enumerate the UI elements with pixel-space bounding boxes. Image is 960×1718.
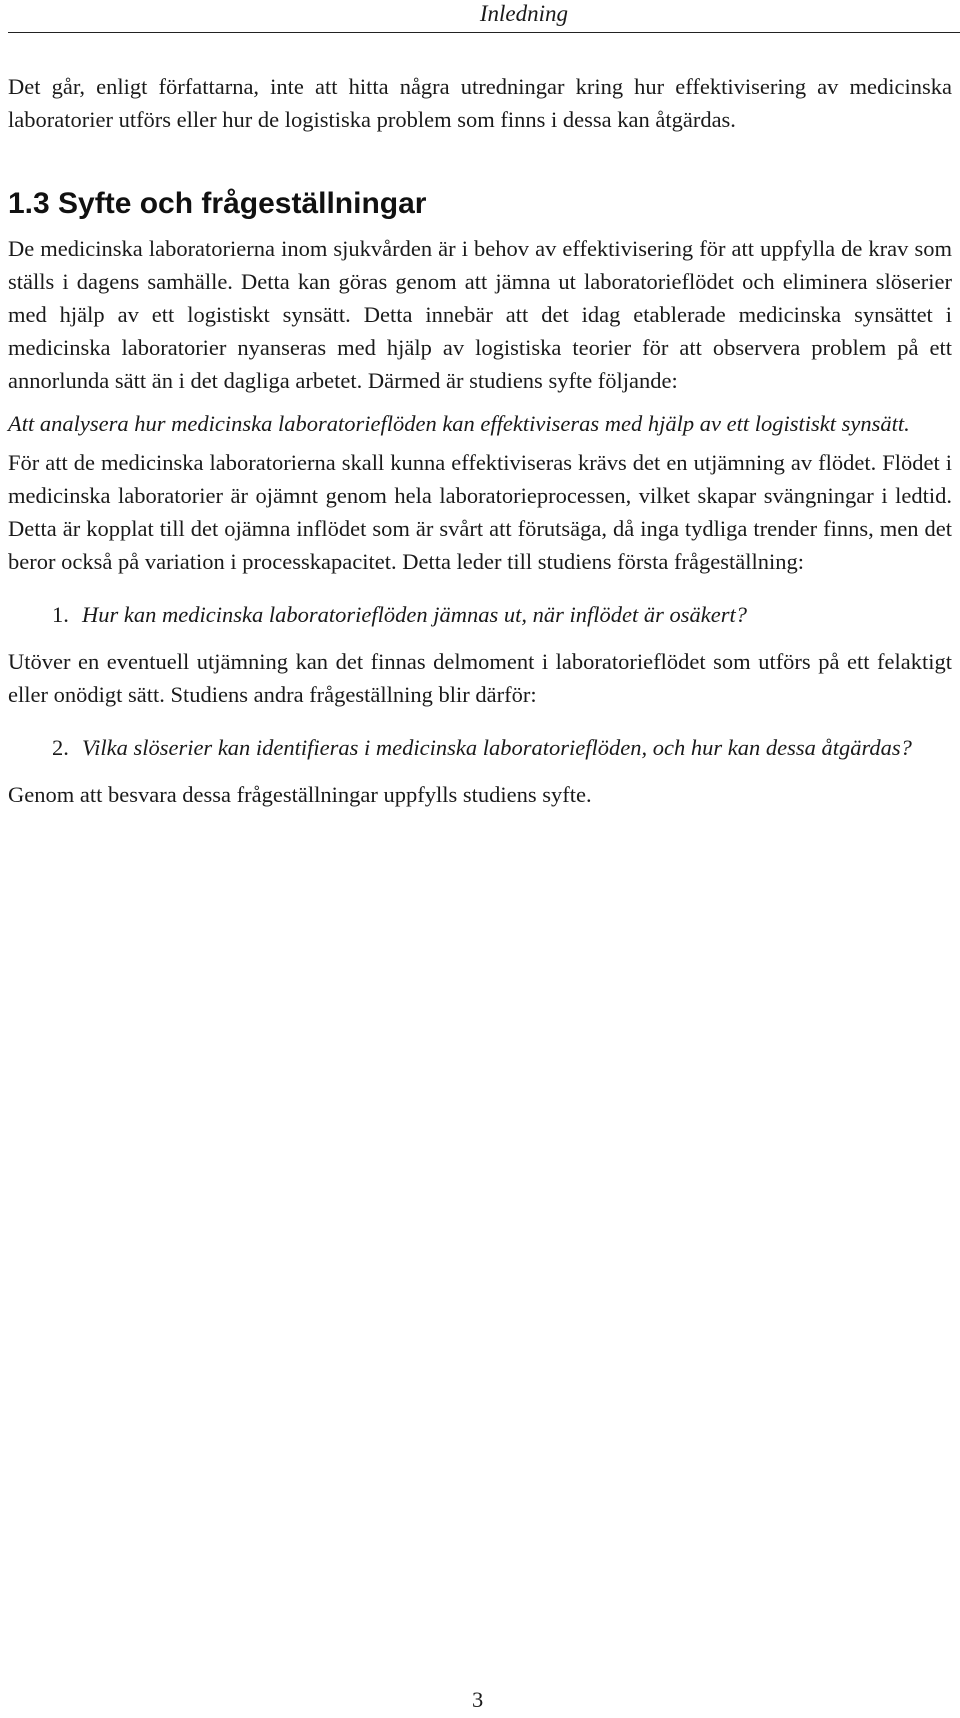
section-paragraph-3: Utöver en eventuell utjämning kan det finnas delmoment i laboratorieflödet som utförs på ett felaktigt eller onödigt sätt. Studiens andra frågeställning blir därför: <box>8 649 952 707</box>
research-question-1 <box>8 598 952 631</box>
page-content <box>8 70 952 811</box>
question-number: 1. <box>52 602 69 627</box>
page-number: 3 <box>472 1687 484 1712</box>
running-header-title: Inledning <box>479 1 568 26</box>
question-text: Vilka slöserier kan identifieras i medicinska laboratorieflöden, och hur kan dessa åtgärdas? <box>82 735 912 760</box>
section-paragraph-2: För att de medicinska laboratorierna skall kunna effektiviseras krävs det en utjämning av flödet. Flödet i medicinska laboratorier är ojämnt genom hela laboratorieprocessen, vilket skapar svängningar i ledtid. Detta är kopplat till det ojämna inflödet som är svårt att förutsäga, då inga tydliga trender finns, men det beror också på variation i processkapacitet. Detta leder till studiens första frågeställning: <box>8 450 952 574</box>
section-paragraph-4: Genom att besvara dessa frågeställningar uppfylls studiens syfte. <box>8 782 592 807</box>
research-question-2 <box>8 731 952 764</box>
question-number: 2. <box>52 735 69 760</box>
section-paragraph-1: De medicinska laboratorierna inom sjukvården är i behov av effektivisering för att uppfylla de krav som ställs i dagens samhälle. Detta kan göras genom att jämna ut laboratorieflödet och eliminera slöserier med hjälp av ett logistiskt synsätt. Detta innebär att det idag etablerade medicinska synsättet i medicinska laboratorier nyanseras med hjälp av logistiska teorier för att observera problem på ett annorlunda sätt än i det dagliga arbetet. Därmed är studiens syfte följande: <box>8 236 952 393</box>
intro-paragraph: Det går, enligt författarna, inte att hitta några utredningar kring hur effektivisering av medicinska laboratorier utförs eller hur de logistiska problem som finns i dessa kan åtgärdas. <box>8 74 952 132</box>
purpose-statement: Att analysera hur medicinska laboratorieflöden kan effektiviseras med hjälp av ett logistiskt synsätt. <box>8 411 910 436</box>
question-text: Hur kan medicinska laboratorieflöden jämnas ut, när inflödet är osäkert? <box>82 602 747 627</box>
running-header <box>8 0 960 33</box>
section-heading: 1.3 Syfte och frågeställningar <box>8 187 427 220</box>
